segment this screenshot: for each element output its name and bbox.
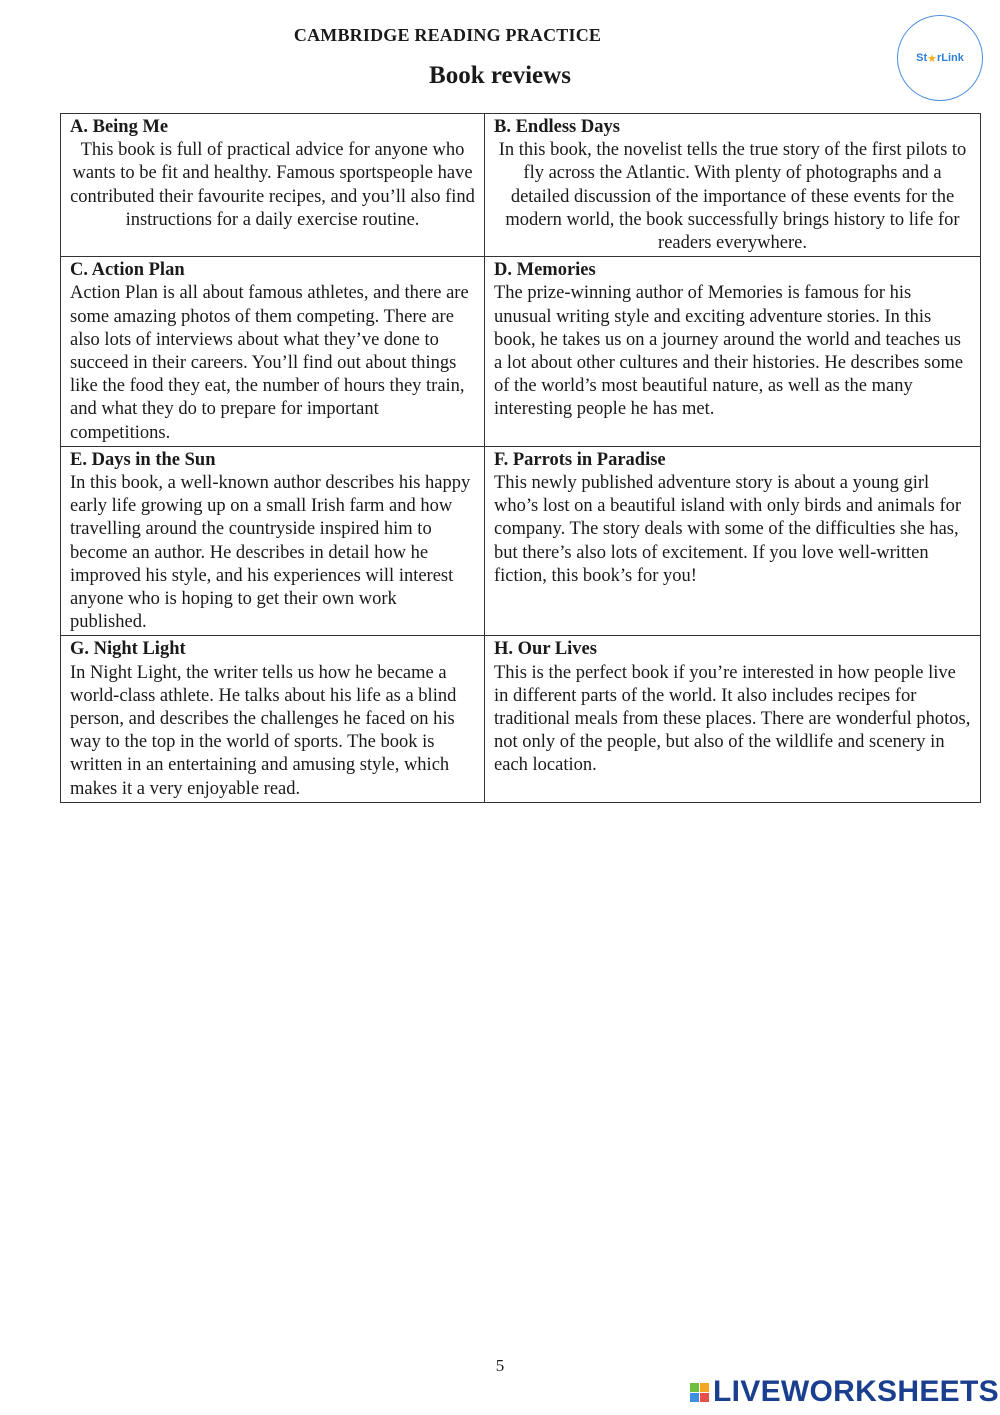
review-body: This is the perfect book if you’re interested in how people live in different parts of the world. It also includes recipes for traditional meals from these places. There are wonderful photos, not only of the people, but also of the wildlife and scenery in each location. <box>494 662 971 776</box>
review-cell-g <box>61 636 485 802</box>
star-icon: ★ <box>927 52 937 65</box>
review-cell-d <box>485 257 981 447</box>
table-row <box>61 114 981 257</box>
review-body: In Night Light, the writer tells us how he became a world-class athlete. He talks about his life as a blind person, and describes the challenges he faced on his way to the top in the world of sports. The book is written in an entertaining and amusing style, which makes it a very enjoyable read. <box>70 662 457 799</box>
review-title: B. Endless Days <box>494 117 620 137</box>
icon-square <box>690 1393 699 1402</box>
review-title: E. Days in the Sun <box>70 449 216 470</box>
review-body: Action Plan is all about famous athletes, and there are some amazing photos of them competing. There are also lots of interviews about what they’ve done to succeed in their careers. You’ll find out about things like the food they eat, the number of hours they train, and what they do to prepare for important competitions. <box>70 283 469 443</box>
book-reviews-table <box>60 113 981 803</box>
review-title: G. Night Light <box>70 639 186 660</box>
review-title: A. Being Me <box>70 117 169 137</box>
review-cell-b <box>485 114 981 257</box>
starlink-logo <box>897 15 983 101</box>
page-title: Book reviews <box>429 62 571 89</box>
icon-square <box>700 1383 709 1392</box>
review-cell-a <box>61 114 485 257</box>
logo-text-start: St <box>916 52 928 64</box>
review-body: In this book, the novelist tells the true story of the first pilots to fly across the Atlantic. With plenty of photographs and a detailed discussion of the importance of these events for the modern world, the book successfully brings history to life for readers everywhere. <box>498 140 967 254</box>
review-body: The prize-winning author of Memories is famous for his unusual writing style and exciting adventure stories. In this book, he takes us on a journey around the world and teaches us a lot about other cultures and their histories. He describes some of the world’s most beautiful nature, as well as the many interesting people he has met. <box>494 283 964 420</box>
liveworksheets-logo[interactable] <box>690 1375 999 1409</box>
review-title: H. Our Lives <box>494 639 597 660</box>
review-title: C. Action Plan <box>70 260 185 281</box>
review-title: F. Parrots in Paradise <box>494 449 666 470</box>
table-row <box>61 446 981 636</box>
table-row <box>61 636 981 802</box>
liveworksheets-brand: LIVEWORKSHEETS <box>713 1375 999 1408</box>
review-cell-f <box>485 446 981 636</box>
review-cell-e <box>61 446 485 636</box>
header-title: CAMBRIDGE READING PRACTICE <box>293 25 602 45</box>
table-row <box>61 257 981 447</box>
logo-text-end: rLink <box>936 52 964 64</box>
review-body: This book is full of practical advice for anyone who wants to be fit and healthy. Famous sportspeople have contributed their favourite recipes, and you’ll also find instructions for a daily exercise routine. <box>70 140 475 230</box>
review-body: In this book, a well-known author describes his happy early life growing up on a small Irish farm and how travelling around the countryside inspired him to become an author. He describes in detail how he improved his style, and his experiences will interest anyone who is hoping to get their own work published. <box>70 473 471 633</box>
review-title: D. Memories <box>494 260 596 281</box>
page-number: 5 <box>495 1356 505 1375</box>
icon-square <box>690 1383 699 1392</box>
icon-square <box>700 1393 709 1402</box>
liveworksheets-icon <box>690 1383 709 1402</box>
review-cell-h <box>485 636 981 802</box>
review-body: This newly published adventure story is about a young girl who’s lost on a beautiful island with only birds and animals for company. The story deals with some of the difficulties she has, but there’s also lots of excitement. If you love well-written fiction, this book’s for you! <box>494 473 962 586</box>
review-cell-c <box>61 257 485 447</box>
